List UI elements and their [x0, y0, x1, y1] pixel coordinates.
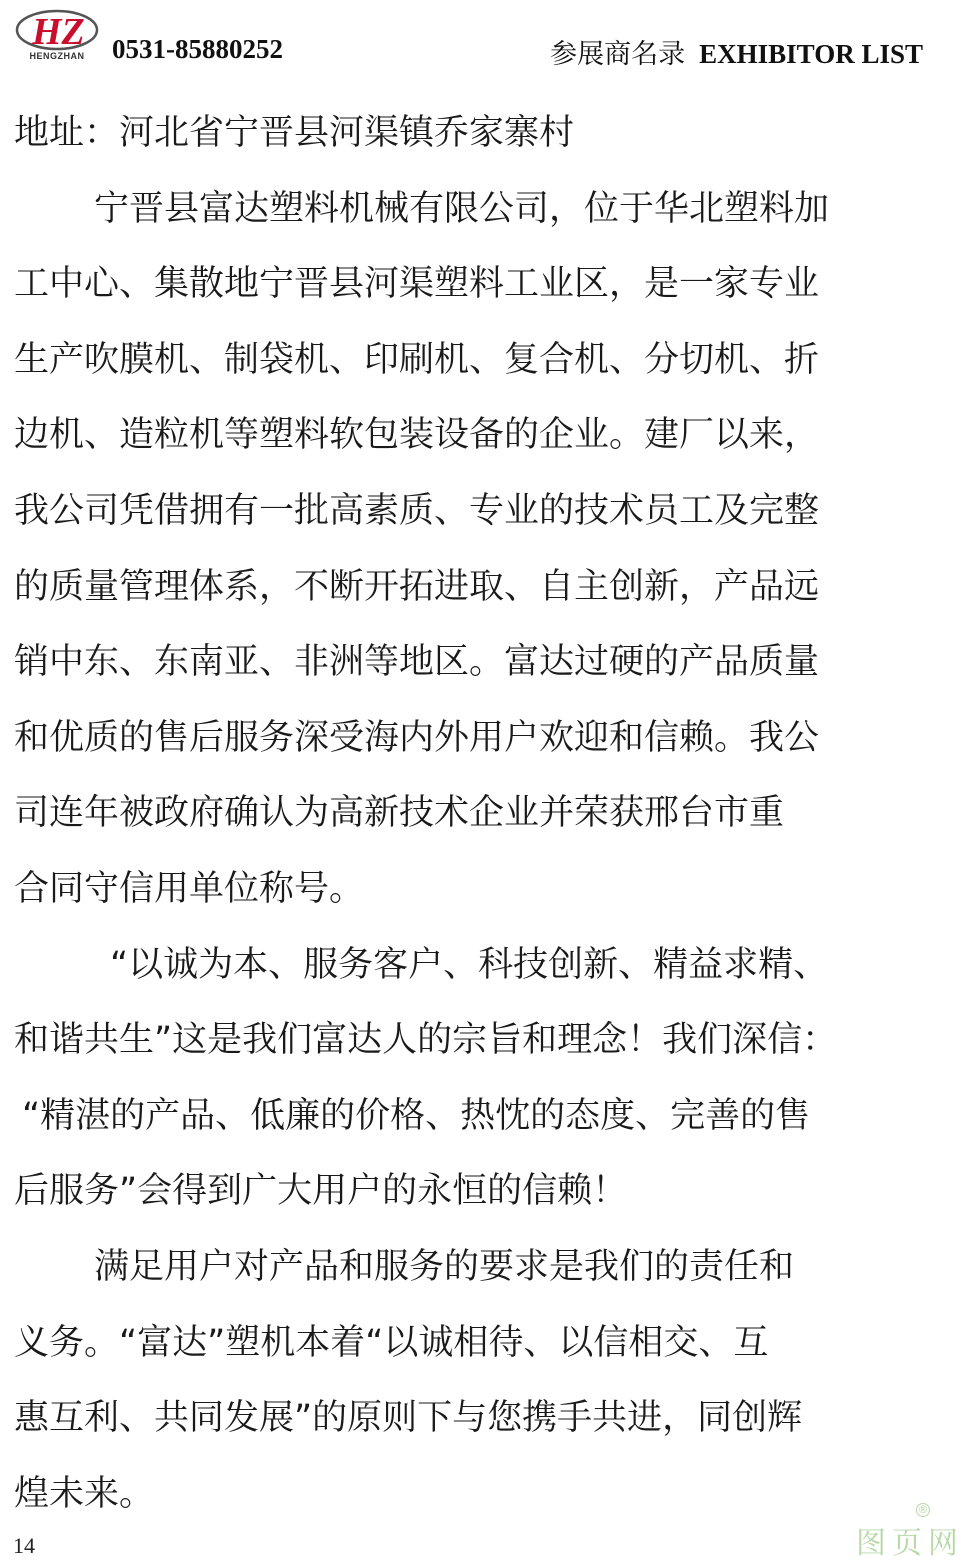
paragraph-line: 我公司凭借拥有一批高素质、专业的技术员工及完整: [14, 490, 820, 531]
paragraph-line: 合同守信用单位称号。: [14, 868, 365, 909]
header-title-en: EXHIBITOR LIST: [699, 39, 923, 69]
paragraph-line: 后服务”会得到广大用户的永恒的信赖！: [14, 1171, 628, 1212]
logo-text: HENGZHAN: [29, 51, 85, 61]
watermark: 图页网: [856, 1526, 964, 1561]
header-title-cn: 参展商名录: [550, 39, 686, 70]
paragraph-line: “精湛的产品、低廉的价格、热忱的态度、完善的售: [22, 1095, 811, 1136]
paragraph-line: 销中东、东南亚、非洲等地区。富达过硬的产品质量: [14, 642, 820, 683]
paragraph-line: “以诚为本、服务客户、科技创新、精益求精、: [110, 944, 829, 985]
hengzhan-logo: [14, 4, 100, 66]
paragraph-line: 义务。“富达”塑机本着“以诚相待、以信相交、互: [14, 1322, 769, 1363]
document-body: [14, 96, 964, 1532]
registered-mark-icon: ®: [917, 1503, 929, 1516]
paragraph-line: 边机、造粒机等塑料软包装设备的企业。建厂以来，: [14, 415, 820, 456]
paragraph-line: 惠互利、共同发展”的原则下与您携手共进，同创辉: [14, 1398, 803, 1439]
paragraph-line: 煌未来。: [14, 1473, 155, 1514]
paragraph-line: 和谐共生”这是我们富达人的宗旨和理念！我们深信：: [14, 1020, 838, 1061]
page-number: 14: [13, 1533, 35, 1558]
paragraph-line: 司连年被政府确认为高新技术企业并荣获邢台市重: [14, 793, 785, 834]
header-phone: 0531-85880252: [112, 34, 283, 64]
paragraph-line: 的质量管理体系，不断开拓进取、自主创新，产品远: [14, 566, 820, 607]
paragraph-line: 生产吹膜机、制袋机、印刷机、复合机、分切机、折: [14, 339, 820, 380]
paragraph-line: 和优质的售后服务深受海内外用户欢迎和信赖。我公: [14, 717, 820, 758]
page-header: [0, 0, 980, 90]
paragraph-line: 满足用户对产品和服务的要求是我们的责任和: [94, 1246, 795, 1287]
svg-text:HZ: HZ: [32, 11, 85, 53]
header-title: [550, 32, 923, 71]
address-line: 地址：河北省宁晋县河渠镇乔家寨村: [14, 113, 575, 153]
paragraph-line: 工中心、集散地宁晋县河渠塑料工业区，是一家专业: [14, 264, 820, 305]
paragraph-line: 宁晋县富达塑料机械有限公司，位于华北塑料加: [94, 188, 830, 229]
hz-logo-icon: [14, 4, 100, 54]
